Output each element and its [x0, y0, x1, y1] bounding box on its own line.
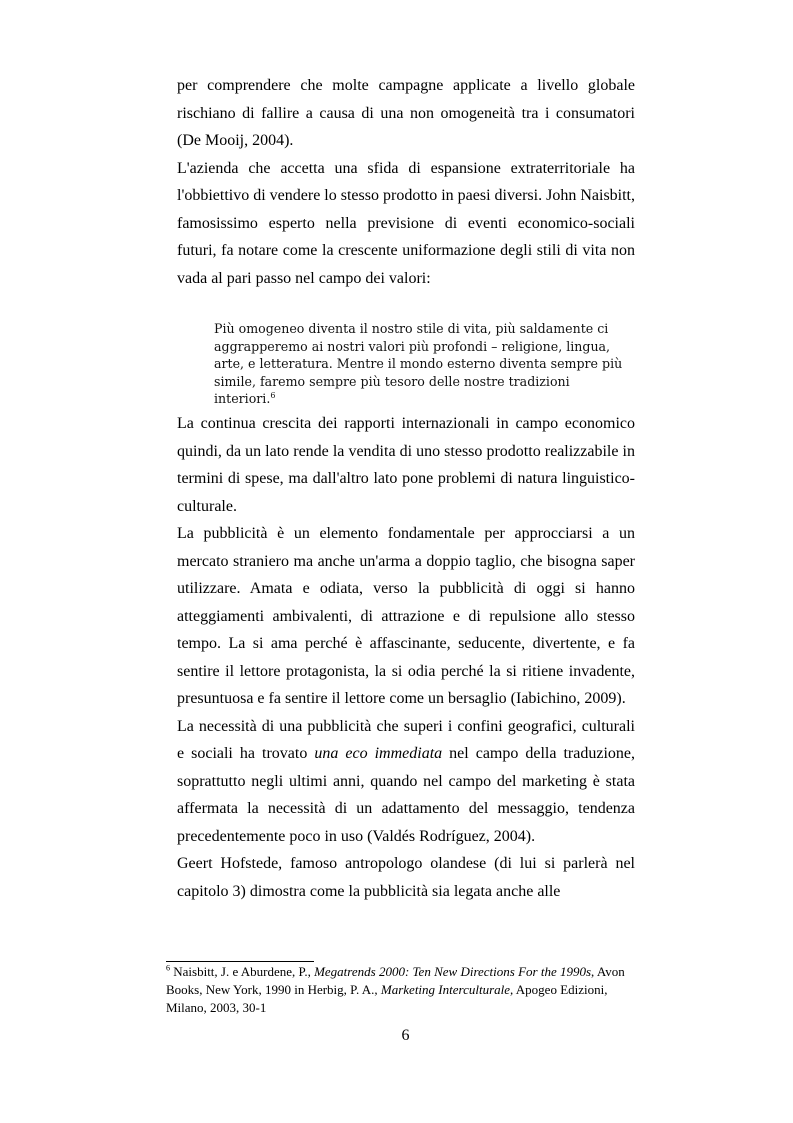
paragraph-5-after: nel campo della traduzione, soprattutto negli ultimi anni, quando nel campo del marketing è stata affermata la necessità di un adattamento del messaggio, tendenza precedentemente poco in uso (Valdés Rodríguez, 2004).: [177, 745, 636, 845]
paragraph-5: [177, 713, 635, 851]
footnote-number: 6: [166, 963, 170, 973]
paragraph-6: Geert Hofstede, famoso antropologo olandese (di lui si parlerà nel capitolo 3) dimostra come la pubblicità sia legata anche alle: [177, 855, 635, 900]
footnote: [166, 963, 636, 1017]
page-number: 6: [401, 1027, 410, 1044]
paragraph-1: per comprendere che molte campagne applicate a livello globale rischiano di fallire a causa di una non omogeneità tra i consumatori (De Mooij, 2004).: [177, 77, 635, 149]
footnote-divider: [166, 961, 314, 962]
quote-footnote-ref[interactable]: 6: [270, 390, 276, 400]
paragraph-3: La continua crescita dei rapporti internazionali in campo economico quindi, da un lato rende la vendita di uno stesso prodotto realizzabile in termini di spese, ma dall'altro lato pone problemi di natura linguistico-culturale.: [177, 415, 635, 515]
paragraph-4: La pubblicità è un elemento fondamentale per approcciarsi a un mercato straniero ma anche un'arma a doppio taglio, che bisogna saper utilizzare. Amata e odiata, verso la pubblicità di oggi si hanno atteggiamenti ambivalenti, di attrazione e di repulsione allo stesso tempo. La si ama perché è affascinante, seducente, divertente, e fa sentire il lettore protagonista, la si odia perché la si ritiene invadente, presuntuosa e fa sentire il lettore come un bersaglio (Iabichino, 2009).: [177, 525, 635, 707]
paragraph-2: L'azienda che accetta una sfida di espansione extraterritoriale ha l'obbiettivo di vendere lo stesso prodotto in paesi diversi. John Naisbitt, famosissimo esperto nella previsione di eventi economico-sociali futuri, fa notare come la crescente uniformazione degli stili di vita non vada al pari passo nel campo dei valori:: [177, 159, 635, 287]
paragraph-5-italic: una eco immediata: [314, 745, 443, 762]
footnote-part-3: Apogeo Edizioni, Milano, 2003, 30-1: [166, 982, 608, 1015]
footnote-title-1: Megatrends 2000: Ten New Directions For the 1990s: [314, 964, 592, 979]
footnote-title-2: Marketing Interculturale,: [380, 982, 514, 997]
quote-text: Più omogeneo diventa il nostro stile di vita, più saldamente ci aggrapperemo ai nostri valori più profondi – religione, lingua, arte, e letteratura. Mentre il mondo esterno diventa sempre più simile, faremo sempre più tesoro delle nostre tradizioni interiori.: [214, 321, 623, 406]
footnote-part-2: , Avon Books, New York, 1990 in Herbig, P. A.,: [166, 964, 625, 997]
body-text-top: [177, 72, 635, 292]
paragraph-5-before: La necessità di una pubblicità che superi i confini geografici, culturali e sociali ha trovato: [177, 717, 635, 762]
body-text-bottom: [177, 410, 635, 905]
footnote-part-1: Naisbitt, J. e Aburdene, P.,: [170, 964, 315, 979]
block-quote: [214, 320, 634, 408]
